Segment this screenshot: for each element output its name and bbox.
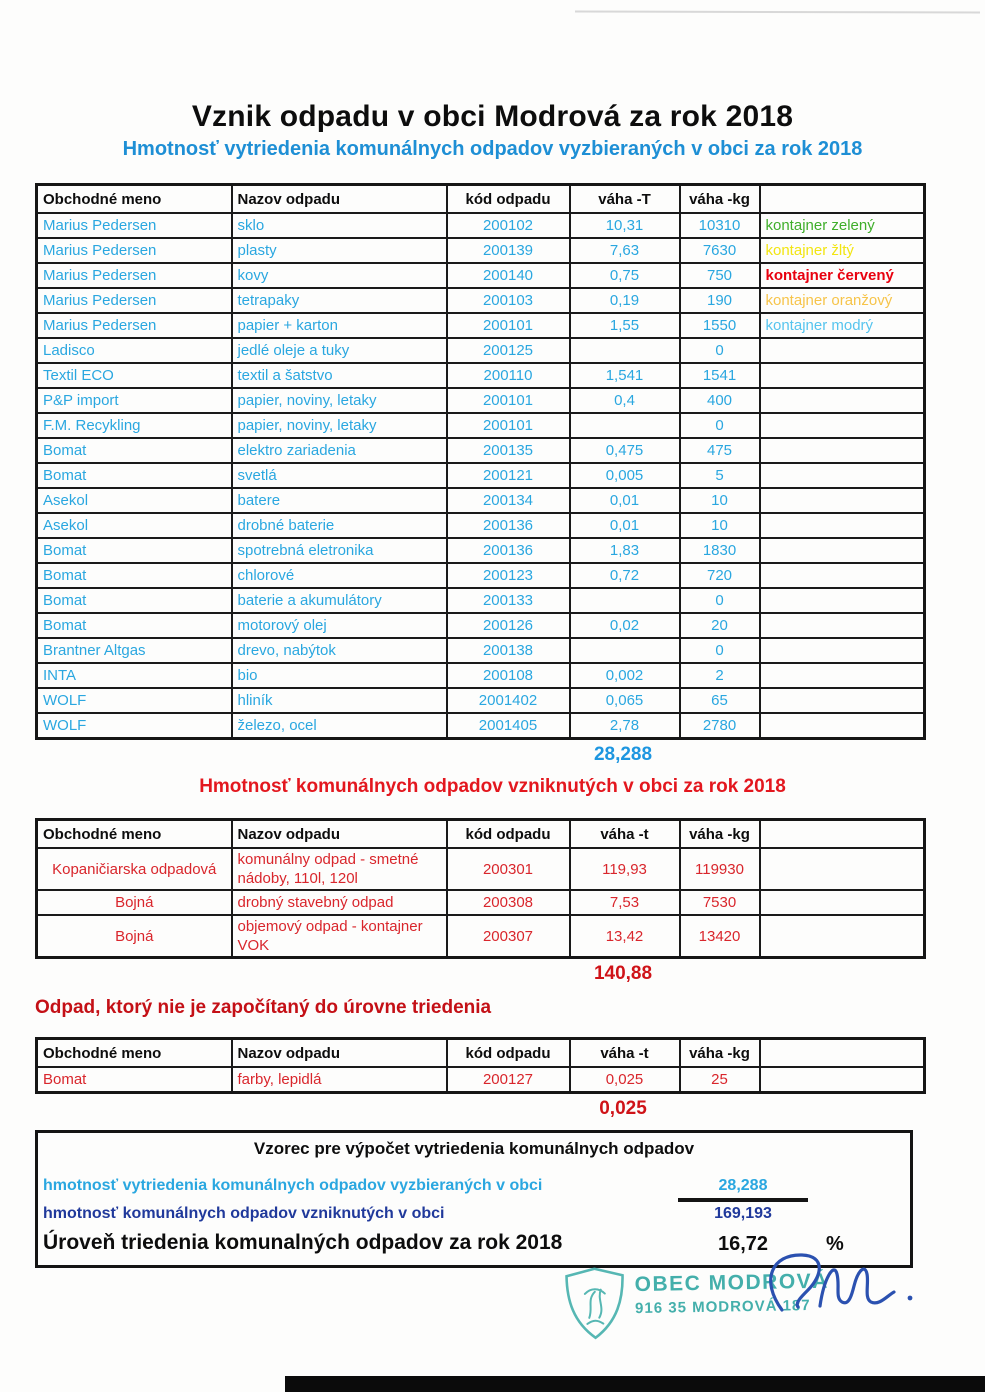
- cell-vaha-kg: 0: [680, 413, 760, 438]
- table3-row: [37, 1067, 925, 1093]
- formula-result-label: Úroveň triedenia komunalných odpadov za rok 2018: [43, 1231, 563, 1254]
- cell-obchodne-meno: Asekol: [37, 513, 232, 538]
- col-header-vaha-kg: váha -kg: [680, 1039, 760, 1068]
- cell-kod-odpadu: 200139: [447, 238, 570, 263]
- cell-kod-odpadu: 200136: [447, 538, 570, 563]
- cell-vaha-t: 1,541: [570, 363, 680, 388]
- table1-row: [37, 238, 925, 263]
- cell-vaha-t: 1,55: [570, 313, 680, 338]
- col-header-kod-odpadu: kód odpadu: [447, 185, 570, 214]
- cell-nazov-odpadu: drevo, nabýtok: [232, 638, 447, 663]
- cell-nazov-odpadu: kovy: [232, 263, 447, 288]
- cell-obchodne-meno: INTA: [37, 663, 232, 688]
- cell-container-note: [760, 588, 925, 613]
- cell-kod-odpadu: 200101: [447, 413, 570, 438]
- cell-obchodne-meno: Bomat: [37, 438, 232, 463]
- cell-vaha-kg: 2780: [680, 713, 760, 739]
- cell-nazov-odpadu: papier, noviny, letaky: [232, 388, 447, 413]
- cell-vaha-kg: 7630: [680, 238, 760, 263]
- cell-obchodne-meno: Asekol: [37, 488, 232, 513]
- cell-vaha-t: [570, 338, 680, 363]
- cell-vaha-kg: 400: [680, 388, 760, 413]
- cell-container-note: [760, 463, 925, 488]
- formula-numerator-value: 28,288: [678, 1177, 808, 1202]
- table1-row: [37, 513, 925, 538]
- cell-vaha-t: 0,19: [570, 288, 680, 313]
- table1-row: [37, 563, 925, 588]
- cell-vaha-kg: 0: [680, 338, 760, 363]
- cell-nazov-odpadu: jedlé oleje a tuky: [232, 338, 447, 363]
- cell-kod-odpadu: 200135: [447, 438, 570, 463]
- cell-nazov-odpadu: bio: [232, 663, 447, 688]
- table1-row: [37, 713, 925, 739]
- table2-total-value: 140,88: [593, 963, 653, 984]
- cell-nazov-odpadu: baterie a akumulátory: [232, 588, 447, 613]
- table2-row: [37, 848, 925, 890]
- cell-kod-odpadu: 200108: [447, 663, 570, 688]
- cell-container-note: kontajner oranžový: [760, 288, 925, 313]
- cell-nazov-odpadu: tetrapaky: [232, 288, 447, 313]
- cell-obchodne-meno: WOLF: [37, 688, 232, 713]
- col-header-obchodne-meno: Obchodné meno: [37, 185, 232, 214]
- table1-row: [37, 288, 925, 313]
- cell-nazov-odpadu: spotrebná eletronika: [232, 538, 447, 563]
- cell-vaha-kg: 13420: [680, 915, 760, 958]
- cell-container-note: kontajner žltý: [760, 238, 925, 263]
- formula-numerator-row: [38, 1173, 910, 1201]
- table2-row: [37, 890, 925, 915]
- cell-vaha-t: 7,53: [570, 890, 680, 915]
- cell-vaha-kg: 475: [680, 438, 760, 463]
- cell-nazov-odpadu: hliník: [232, 688, 447, 713]
- cell-kod-odpadu: 200126: [447, 613, 570, 638]
- cell-vaha-t: 2,78: [570, 713, 680, 739]
- cell-kod-odpadu: 200123: [447, 563, 570, 588]
- cell-obchodne-meno: Kopaničiarska odpadová: [37, 848, 232, 890]
- table1-row: [37, 488, 925, 513]
- cell-vaha-kg: 0: [680, 588, 760, 613]
- col-header-kod-odpadu: kód odpadu: [447, 1039, 570, 1068]
- col-header-nazov-odpadu: Nazov odpadu: [232, 820, 447, 849]
- cell-kod-odpadu: 200125: [447, 338, 570, 363]
- cell-vaha-kg: 20: [680, 613, 760, 638]
- cell-vaha-t: 0,002: [570, 663, 680, 688]
- table1-row: [37, 688, 925, 713]
- cell-vaha-t: 0,72: [570, 563, 680, 588]
- col-header-nazov-odpadu: Nazov odpadu: [232, 1039, 447, 1068]
- cell-kod-odpadu: 200307: [447, 915, 570, 958]
- cell-vaha-kg: 1830: [680, 538, 760, 563]
- col-header-empty: [760, 1039, 925, 1068]
- cell-empty: [760, 890, 925, 915]
- cell-obchodne-meno: Bomat: [37, 1067, 232, 1093]
- cell-vaha-t: [570, 638, 680, 663]
- cell-kod-odpadu: 200110: [447, 363, 570, 388]
- cell-vaha-t: 0,75: [570, 263, 680, 288]
- cell-vaha-t: 0,005: [570, 463, 680, 488]
- col-header-vaha-t: váha -t: [570, 1039, 680, 1068]
- cell-obchodne-meno: F.M. Recykling: [37, 413, 232, 438]
- cell-obchodne-meno: Marius Pedersen: [37, 263, 232, 288]
- cell-kod-odpadu: 200140: [447, 263, 570, 288]
- table1-row: [37, 263, 925, 288]
- cell-container-note: [760, 488, 925, 513]
- cell-nazov-odpadu: papier + karton: [232, 313, 447, 338]
- cell-vaha-t: 0,01: [570, 513, 680, 538]
- col-header-nazov-odpadu: Nazov odpadu: [232, 185, 447, 214]
- cell-vaha-t: 0,4: [570, 388, 680, 413]
- cell-vaha-kg: 190: [680, 288, 760, 313]
- cell-nazov-odpadu: drobný stavebný odpad: [232, 890, 447, 915]
- cell-container-note: [760, 663, 925, 688]
- cell-nazov-odpadu: textil a šatstvo: [232, 363, 447, 388]
- table3-total-value: 0,025: [599, 1098, 647, 1119]
- cell-vaha-t: 7,63: [570, 238, 680, 263]
- section3-heading: Odpad, ktorý nie je započítaný do úrovne triedenia: [35, 997, 492, 1018]
- cell-vaha-kg: 750: [680, 263, 760, 288]
- cell-vaha-kg: 1541: [680, 363, 760, 388]
- cell-nazov-odpadu: sklo: [232, 213, 447, 238]
- cell-obchodne-meno: Marius Pedersen: [37, 288, 232, 313]
- cell-kod-odpadu: 200103: [447, 288, 570, 313]
- cell-vaha-kg: 7530: [680, 890, 760, 915]
- cell-vaha-t: 10,31: [570, 213, 680, 238]
- cell-obchodne-meno: Bomat: [37, 463, 232, 488]
- cell-obchodne-meno: Ladisco: [37, 338, 232, 363]
- cell-nazov-odpadu: železo, ocel: [232, 713, 447, 739]
- cell-vaha-kg: 720: [680, 563, 760, 588]
- table2-total-row: [35, 959, 923, 989]
- cell-nazov-odpadu: svetlá: [232, 463, 447, 488]
- table1-header-row: [37, 185, 925, 214]
- cell-vaha-kg: 65: [680, 688, 760, 713]
- cell-vaha-t: 0,02: [570, 613, 680, 638]
- col-header-vaha-kg: váha -kg: [680, 820, 760, 849]
- cell-nazov-odpadu: objemový odpad - kontajner VOK: [232, 915, 447, 958]
- col-header-obchodne-meno: Obchodné meno: [37, 1039, 232, 1068]
- cell-vaha-kg: 2: [680, 663, 760, 688]
- table1-row: [37, 638, 925, 663]
- cell-container-note: [760, 363, 925, 388]
- cell-vaha-kg: 10: [680, 513, 760, 538]
- table1-row: [37, 663, 925, 688]
- cell-kod-odpadu: 200101: [447, 388, 570, 413]
- table1-row: [37, 463, 925, 488]
- cell-container-note: kontajner červený: [760, 263, 925, 288]
- table1-row: [37, 213, 925, 238]
- table2-header-row: [37, 820, 925, 849]
- cell-vaha-kg: 10: [680, 488, 760, 513]
- table1-row: [37, 613, 925, 638]
- stamp-municipality-name: OBEC MODROVÁ: [634, 1269, 830, 1297]
- cell-nazov-odpadu: komunálny odpad - smetné nádoby, 110l, 120l: [232, 848, 447, 890]
- cell-container-note: [760, 688, 925, 713]
- cell-nazov-odpadu: batere: [232, 488, 447, 513]
- cell-nazov-odpadu: papier, noviny, letaky: [232, 413, 447, 438]
- cell-kod-odpadu: 200134: [447, 488, 570, 513]
- cell-vaha-t: 1,83: [570, 538, 680, 563]
- formula-result-value: 16,72: [717, 1233, 769, 1255]
- cell-obchodne-meno: Bomat: [37, 588, 232, 613]
- table1-row: [37, 538, 925, 563]
- cell-nazov-odpadu: elektro zariadenia: [232, 438, 447, 463]
- page-title: Vznik odpadu v obci Modrová za rok 2018: [191, 100, 794, 133]
- cell-obchodne-meno: WOLF: [37, 713, 232, 739]
- table1-total-row: [35, 740, 923, 770]
- signature: [752, 1246, 932, 1334]
- cell-vaha-kg: 5: [680, 463, 760, 488]
- cell-obchodne-meno: Marius Pedersen: [37, 238, 232, 263]
- formula-title: Vzorec pre výpočet vytriedenia komunálnych odpadov: [253, 1139, 695, 1158]
- cell-kod-odpadu: 2001402: [447, 688, 570, 713]
- cell-kod-odpadu: 200308: [447, 890, 570, 915]
- cell-vaha-kg: 0: [680, 638, 760, 663]
- cell-vaha-t: 0,025: [570, 1067, 680, 1093]
- table1-row: [37, 363, 925, 388]
- cell-kod-odpadu: 200138: [447, 638, 570, 663]
- cell-kod-odpadu: 200301: [447, 848, 570, 890]
- cell-obchodne-meno: Bojná: [37, 890, 232, 915]
- stamp-shield-emblem: [562, 1265, 627, 1342]
- formula-denominator-value: 169,193: [714, 1205, 772, 1222]
- formula-numerator-label: hmotnosť vytriedenia komunálnych odpadov vyzbieraných v obci: [43, 1177, 543, 1194]
- table2-row: [37, 915, 925, 958]
- cell-nazov-odpadu: plasty: [232, 238, 447, 263]
- table-municipal-waste: [35, 818, 926, 959]
- cell-obchodne-meno: Marius Pedersen: [37, 213, 232, 238]
- cell-container-note: kontajner zelený: [760, 213, 925, 238]
- cell-nazov-odpadu: farby, lepidlá: [232, 1067, 447, 1093]
- table1-row: [37, 313, 925, 338]
- cell-container-note: [760, 413, 925, 438]
- cell-empty: [760, 848, 925, 890]
- col-header-vaha-t: váha -t: [570, 820, 680, 849]
- cell-container-note: [760, 513, 925, 538]
- cell-obchodne-meno: Brantner Altgas: [37, 638, 232, 663]
- col-header-vaha-t: váha -T: [570, 185, 680, 214]
- table3-header-row: [37, 1039, 925, 1068]
- cell-vaha-t: [570, 588, 680, 613]
- cell-kod-odpadu: 200136: [447, 513, 570, 538]
- cell-container-note: [760, 638, 925, 663]
- page-subtitle: Hmotnosť vytriedenia komunálnych odpadov vyzbieraných v obci za rok 2018: [122, 138, 863, 160]
- formula-denominator-label: hmotnosť komunálnych odpadov vzniknutých v obci: [43, 1205, 445, 1222]
- cell-kod-odpadu: 2001405: [447, 713, 570, 739]
- cell-empty: [760, 1067, 925, 1093]
- cell-kod-odpadu: 200133: [447, 588, 570, 613]
- cell-vaha-t: 0,01: [570, 488, 680, 513]
- cell-nazov-odpadu: motorový olej: [232, 613, 447, 638]
- cell-obchodne-meno: Bojná: [37, 915, 232, 958]
- cell-vaha-kg: 1550: [680, 313, 760, 338]
- cell-obchodne-meno: Marius Pedersen: [37, 313, 232, 338]
- table1-total-value: 28,288: [593, 744, 653, 765]
- cell-obchodne-meno: Bomat: [37, 538, 232, 563]
- cell-container-note: [760, 713, 925, 739]
- cell-kod-odpadu: 200101: [447, 313, 570, 338]
- col-header-empty: [760, 820, 925, 849]
- cell-nazov-odpadu: chlorové: [232, 563, 447, 588]
- table1-row: [37, 413, 925, 438]
- table1-row: [37, 338, 925, 363]
- table1-row: [37, 388, 925, 413]
- cell-vaha-kg: 119930: [680, 848, 760, 890]
- col-header-vaha-kg: váha -kg: [680, 185, 760, 214]
- cell-vaha-t: 0,065: [570, 688, 680, 713]
- cell-vaha-t: 0,475: [570, 438, 680, 463]
- table1-row: [37, 438, 925, 463]
- table3-total-row: [35, 1094, 923, 1124]
- cell-kod-odpadu: 200127: [447, 1067, 570, 1093]
- cell-vaha-t: [570, 413, 680, 438]
- cell-vaha-kg: 25: [680, 1067, 760, 1093]
- cell-vaha-t: 13,42: [570, 915, 680, 958]
- cell-container-note: [760, 613, 925, 638]
- table-uncounted-waste: [35, 1037, 926, 1094]
- scan-artifact-bar: [285, 1376, 985, 1392]
- cell-obchodne-meno: Textil ECO: [37, 363, 232, 388]
- table-sorted-waste: [35, 183, 926, 740]
- cell-container-note: [760, 438, 925, 463]
- cell-vaha-kg: 10310: [680, 213, 760, 238]
- cell-container-note: [760, 388, 925, 413]
- cell-obchodne-meno: Bomat: [37, 613, 232, 638]
- cell-nazov-odpadu: drobné baterie: [232, 513, 447, 538]
- cell-obchodne-meno: Bomat: [37, 563, 232, 588]
- formula-denominator-row: [38, 1201, 910, 1229]
- cell-empty: [760, 915, 925, 958]
- section2-heading: Hmotnosť komunálnych odpadov vzniknutých v obci za rok 2018: [199, 776, 786, 797]
- cell-kod-odpadu: 200121: [447, 463, 570, 488]
- cell-vaha-t: 119,93: [570, 848, 680, 890]
- col-header-obchodne-meno: Obchodné meno: [37, 820, 232, 849]
- col-header-empty: [760, 185, 925, 214]
- cell-container-note: kontajner modrý: [760, 313, 925, 338]
- cell-container-note: [760, 338, 925, 363]
- cell-container-note: [760, 563, 925, 588]
- formula-result-unit: %: [826, 1233, 844, 1255]
- cell-kod-odpadu: 200102: [447, 213, 570, 238]
- col-header-kod-odpadu: kód odpadu: [447, 820, 570, 849]
- cell-obchodne-meno: P&P import: [37, 388, 232, 413]
- table1-row: [37, 588, 925, 613]
- stamp-address: 916 35 MODROVÁ 187: [634, 1297, 811, 1318]
- cell-container-note: [760, 538, 925, 563]
